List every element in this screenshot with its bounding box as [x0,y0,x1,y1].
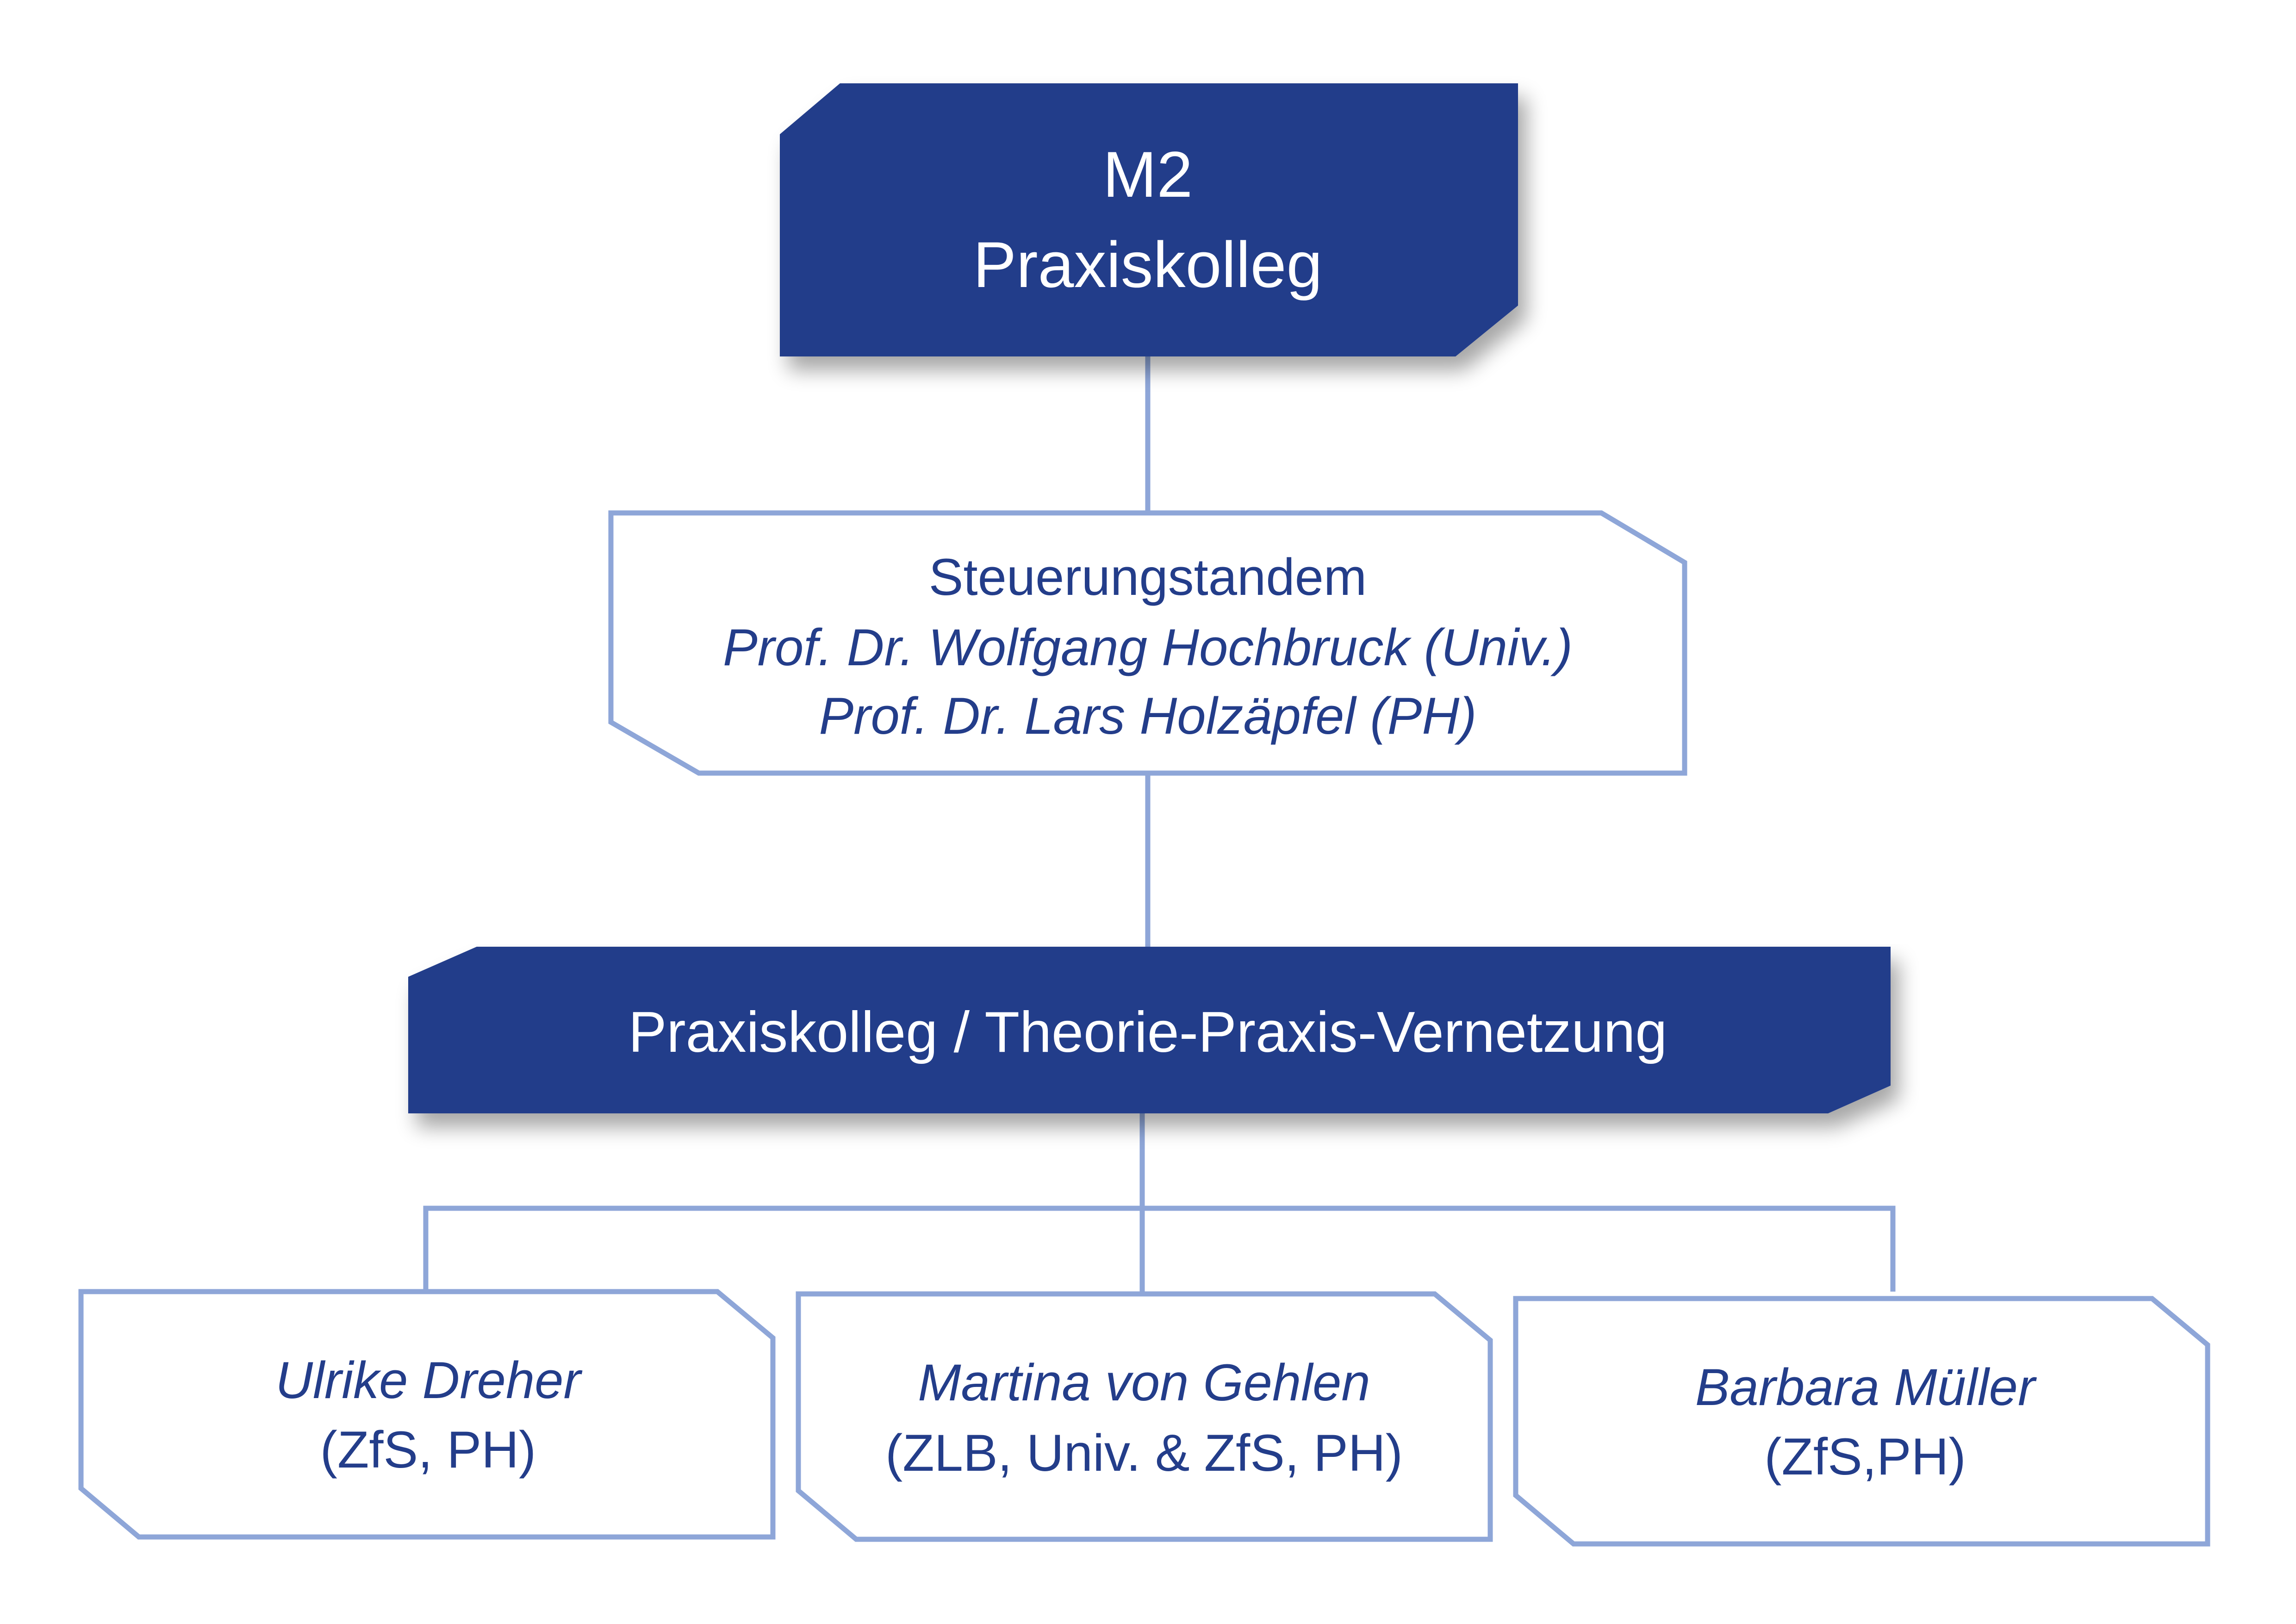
member-3-name: Barbara Müller [1695,1358,2035,1416]
steering-person-1: Prof. Dr. Wolfgang Hochbruck (Univ.) [722,618,1573,676]
node-top-line1: M2 [1102,138,1193,211]
steering-title: Steuerungstandem [928,548,1367,606]
steering-person-2: Prof. Dr. Lars Holzäpfel (PH) [819,687,1477,745]
connector-branch [426,1208,1893,1292]
node-steering [611,513,1685,773]
node-top-line2: Praxiskolleg [973,228,1323,301]
connectors [426,356,1893,1292]
member-3-affiliation: (ZfS,PH) [1764,1428,1966,1486]
node-top [780,83,1518,356]
node-member-1 [81,1292,773,1537]
node-member-2 [798,1294,1490,1539]
network-label: Praxiskolleg / Theorie-Praxis-Vernetzung [628,1000,1668,1064]
member-1-name: Ulrike Dreher [275,1351,581,1409]
member-1-affiliation: (ZfS, PH) [320,1421,536,1479]
member-2-affiliation: (ZLB, Univ. & ZfS, PH) [885,1424,1403,1482]
member-2-name: Martina von Gehlen [918,1354,1370,1412]
node-network [408,947,1891,1113]
node-member-3 [1516,1299,2208,1544]
